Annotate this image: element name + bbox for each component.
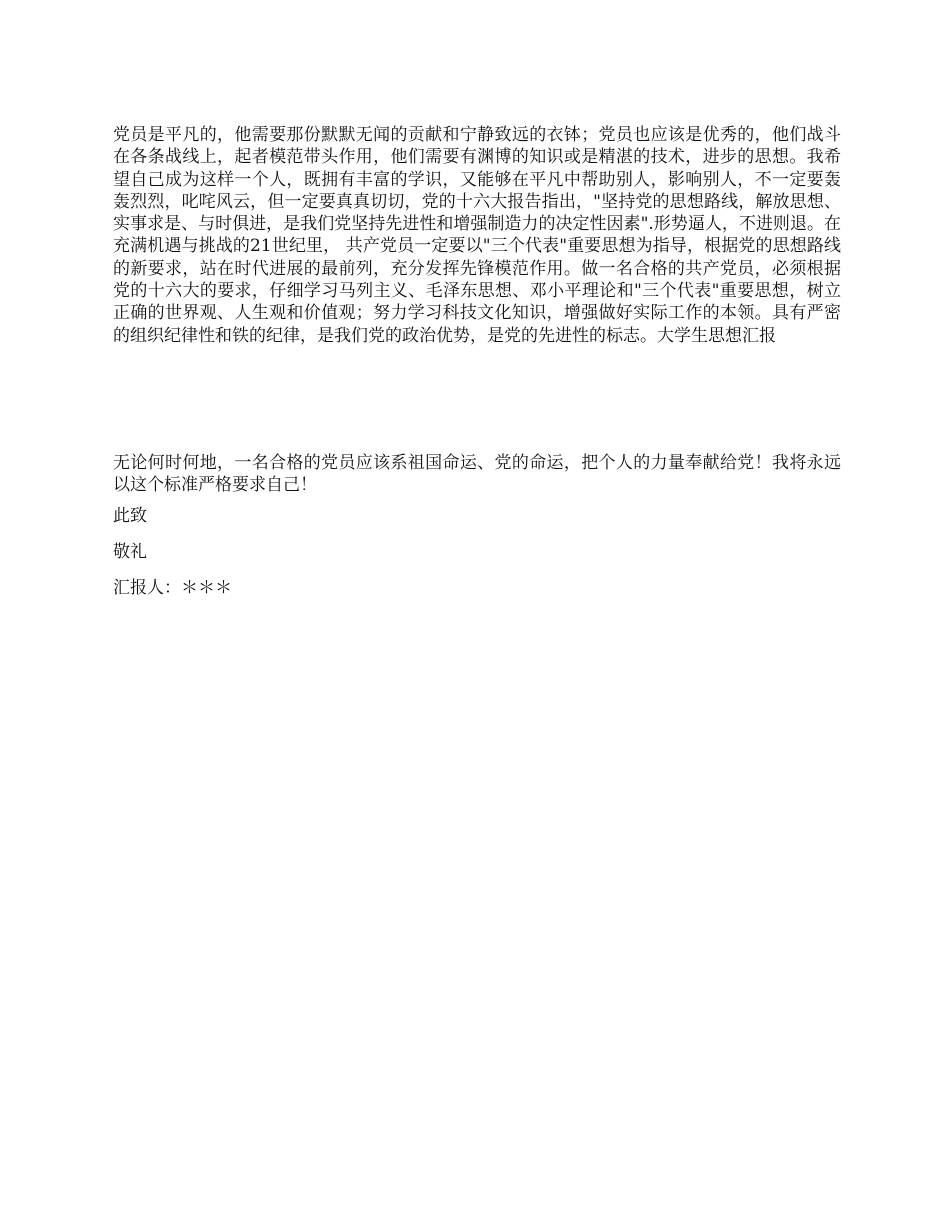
closing-line: 敬礼 bbox=[113, 541, 147, 562]
signature-line: 汇报人：＊＊＊ bbox=[113, 577, 232, 598]
paragraph-gap bbox=[113, 369, 841, 452]
body-paragraph-2: 无论何时何地，一名合格的党员应该系祖国命运、党的命运，把个人的力量奉献给党！我将永远以这个标准严格要求自己！ bbox=[113, 453, 841, 496]
body-paragraph-1: 党员是平凡的，他需要那份默默无闻的贡献和宁静致远的衣钵；党员也应该是优秀的，他们战斗在各条战线上，起者模范带头作用，他们需要有渊博的知识或是精湛的技术，进步的思想。我希望自己成为这样一个人，既拥有丰富的学识，又能够在平凡中帮助别人，影响别人，不一定要轰轰烈烈，叱咤风云，但一定要真真切切，党的十六大报告指出，"坚持党的思想路线，解放思想、实事求是、与时俱进，是我们党坚持先进性和增强制造力的决定性因素".形势逼人，不进则退。在充满机遇与挑战的21世纪里， 共产党员一定要以"三个代表"重要思想为指导，根据党的思想路线的新要求，站在时代进展的最前列，充分发挥先锋模范作用。做一名合格的共产党员，必须根据党的十六大的要求，仔细学习马列主义、毛泽东思想、邓小平理论和"三个代表"重要思想，树立正确的世界观、人生观和价值观；努力学习科技文化知识，增强做好实际工作的本领。具有严密的组织纪律性和铁的纪律，是我们党的政治优势，是党的先进性的标志。大学生思想汇报 bbox=[113, 125, 841, 346]
salutation-line: 此致 bbox=[113, 505, 147, 526]
document-page bbox=[113, 124, 841, 613]
